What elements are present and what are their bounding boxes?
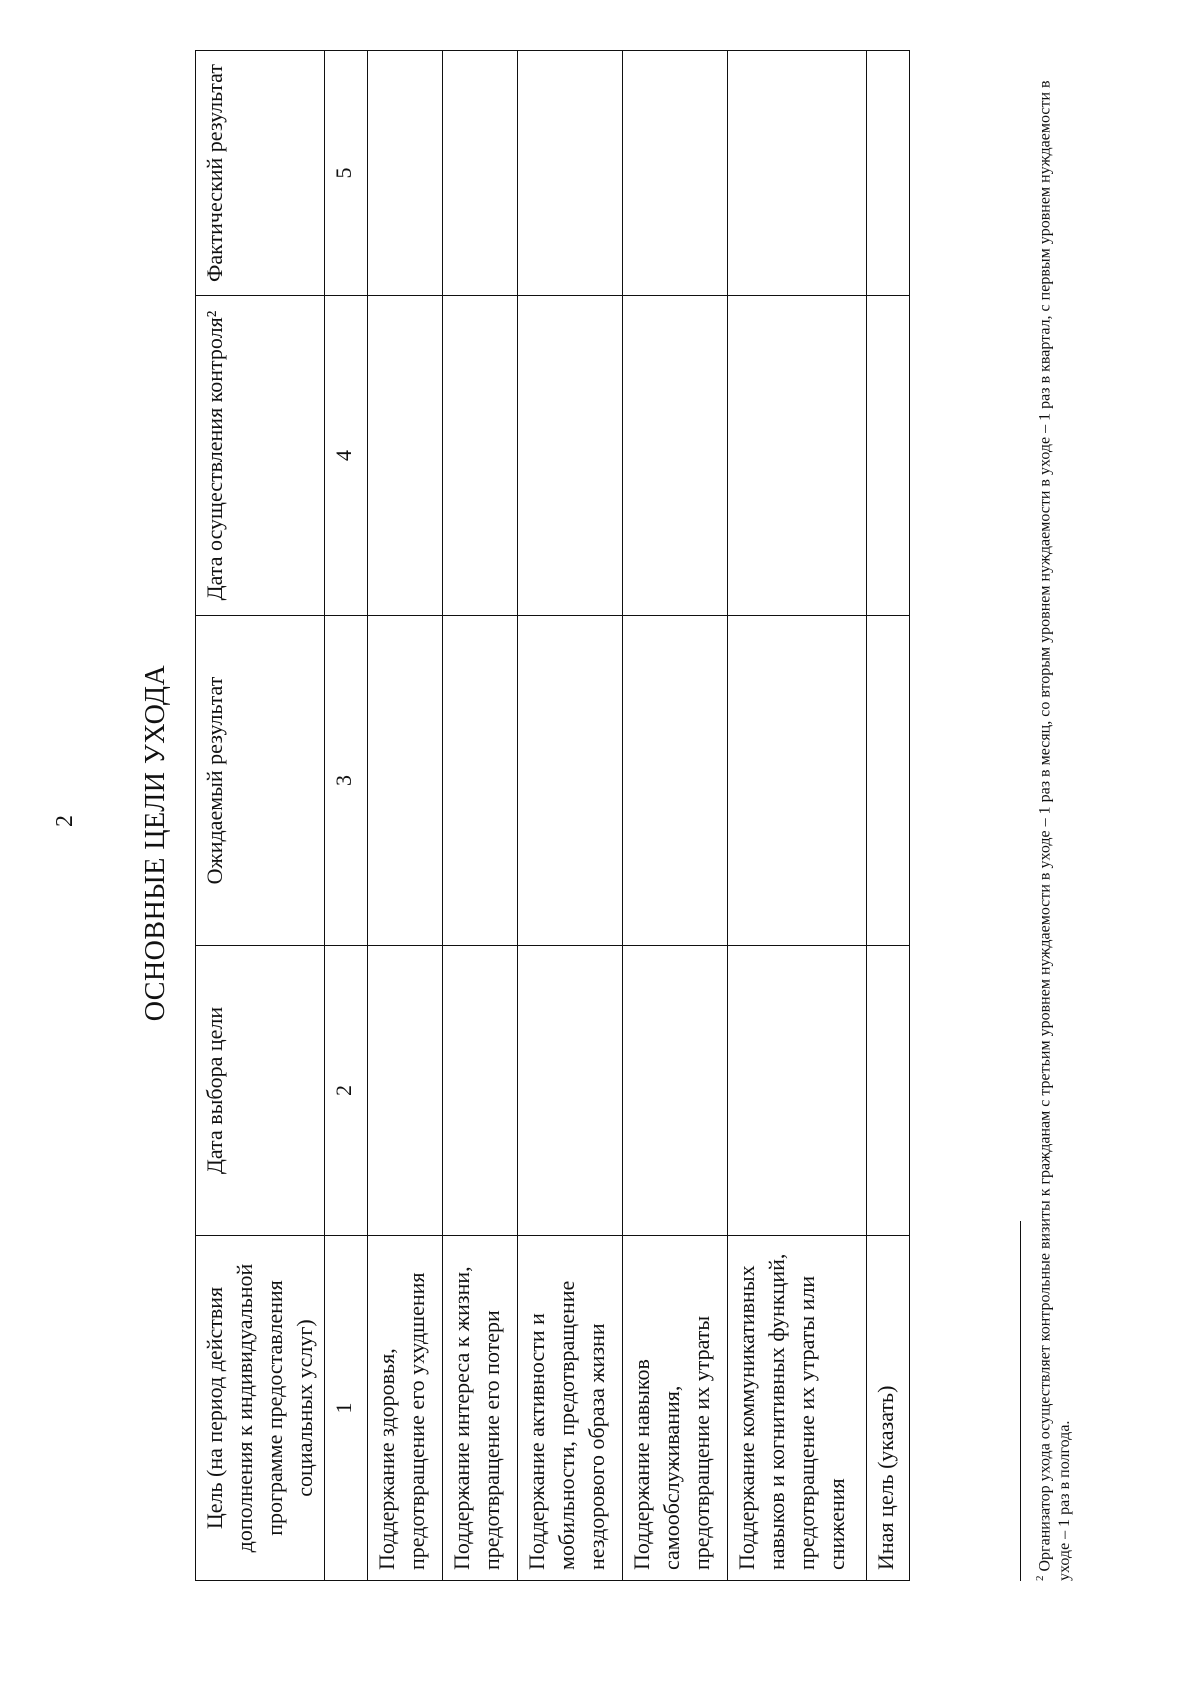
- control-date-cell[interactable]: [443, 296, 518, 616]
- header-goal: Цель (на период действия дополнения к индивидуальной программе предоставления социальных услуг): [196, 1236, 325, 1581]
- actual-result-cell[interactable]: [623, 51, 728, 296]
- table-row: [368, 51, 443, 1581]
- actual-result-cell[interactable]: [368, 51, 443, 296]
- column-number-row: [325, 51, 368, 1581]
- date-selected-cell[interactable]: [623, 946, 728, 1236]
- footnote-text: Организатор ухода осуществляет контрольные визиты к гражданам с третьим уровнем нуждаемости в уходе – 1 раз в месяц, со вторым уровнем нуждаемости в уходе – 1 раз в квартал, с первым уровнем нуждаемости в уходе – 1 раз в полгода.: [1036, 80, 1074, 1581]
- table-row: [728, 51, 867, 1581]
- actual-result-cell[interactable]: [443, 51, 518, 296]
- control-date-cell[interactable]: [368, 296, 443, 616]
- goal-cell: Поддержание интереса к жизни, предотвращение его потери: [443, 1236, 518, 1581]
- goal-cell: Поддержание навыков самообслуживания, предотвращение их утраты: [623, 1236, 728, 1581]
- control-date-cell[interactable]: [867, 296, 910, 616]
- table-row: [518, 51, 623, 1581]
- column-number: 5: [325, 51, 368, 296]
- date-selected-cell[interactable]: [368, 946, 443, 1236]
- control-date-cell[interactable]: [728, 296, 867, 616]
- header-expected-result: Ожидаемый результат: [196, 616, 325, 946]
- actual-result-cell[interactable]: [728, 51, 867, 296]
- expected-result-cell[interactable]: [623, 616, 728, 946]
- column-number: 3: [325, 616, 368, 946]
- goal-cell: Поддержание коммуникативных навыков и когнитивных функций, предотвращение их утраты или снижения: [728, 1236, 867, 1581]
- date-selected-cell[interactable]: [443, 946, 518, 1236]
- column-number: 1: [325, 1236, 368, 1581]
- header-date-selected: Дата выбора цели: [196, 946, 325, 1236]
- header-control-date: Дата осуществления контроля²: [196, 296, 325, 616]
- expected-result-cell[interactable]: [443, 616, 518, 946]
- table-header-row: [196, 51, 325, 1581]
- footnote-marker: 2: [1034, 1575, 1046, 1581]
- column-number: 4: [325, 296, 368, 616]
- date-selected-cell[interactable]: [728, 946, 867, 1236]
- column-number: 2: [325, 946, 368, 1236]
- table-row: [623, 51, 728, 1581]
- date-selected-cell[interactable]: [518, 946, 623, 1236]
- page-title: ОСНОВНЫЕ ЦЕЛИ УХОДА: [140, 664, 171, 1022]
- footnote-divider: [1020, 1221, 1021, 1581]
- actual-result-cell[interactable]: [518, 51, 623, 296]
- goal-cell: Поддержание здоровья, предотвращение его ухудшения: [368, 1236, 443, 1581]
- goal-cell: Поддержание активности и мобильности, предотвращение нездорового образа жизни: [518, 1236, 623, 1581]
- table-row: [867, 51, 910, 1581]
- goal-cell: Иная цель (указать): [867, 1236, 910, 1581]
- expected-result-cell[interactable]: [518, 616, 623, 946]
- date-selected-cell[interactable]: [867, 946, 910, 1236]
- page-number: 2: [52, 815, 78, 827]
- control-date-cell[interactable]: [623, 296, 728, 616]
- control-date-cell[interactable]: [518, 296, 623, 616]
- table-row: [443, 51, 518, 1581]
- header-actual-result: Фактический результат: [196, 51, 325, 296]
- footnote: [1030, 51, 1075, 1581]
- actual-result-cell[interactable]: [867, 51, 910, 296]
- expected-result-cell[interactable]: [867, 616, 910, 946]
- care-goals-table: [195, 50, 910, 1581]
- expected-result-cell[interactable]: [728, 616, 867, 946]
- expected-result-cell[interactable]: [368, 616, 443, 946]
